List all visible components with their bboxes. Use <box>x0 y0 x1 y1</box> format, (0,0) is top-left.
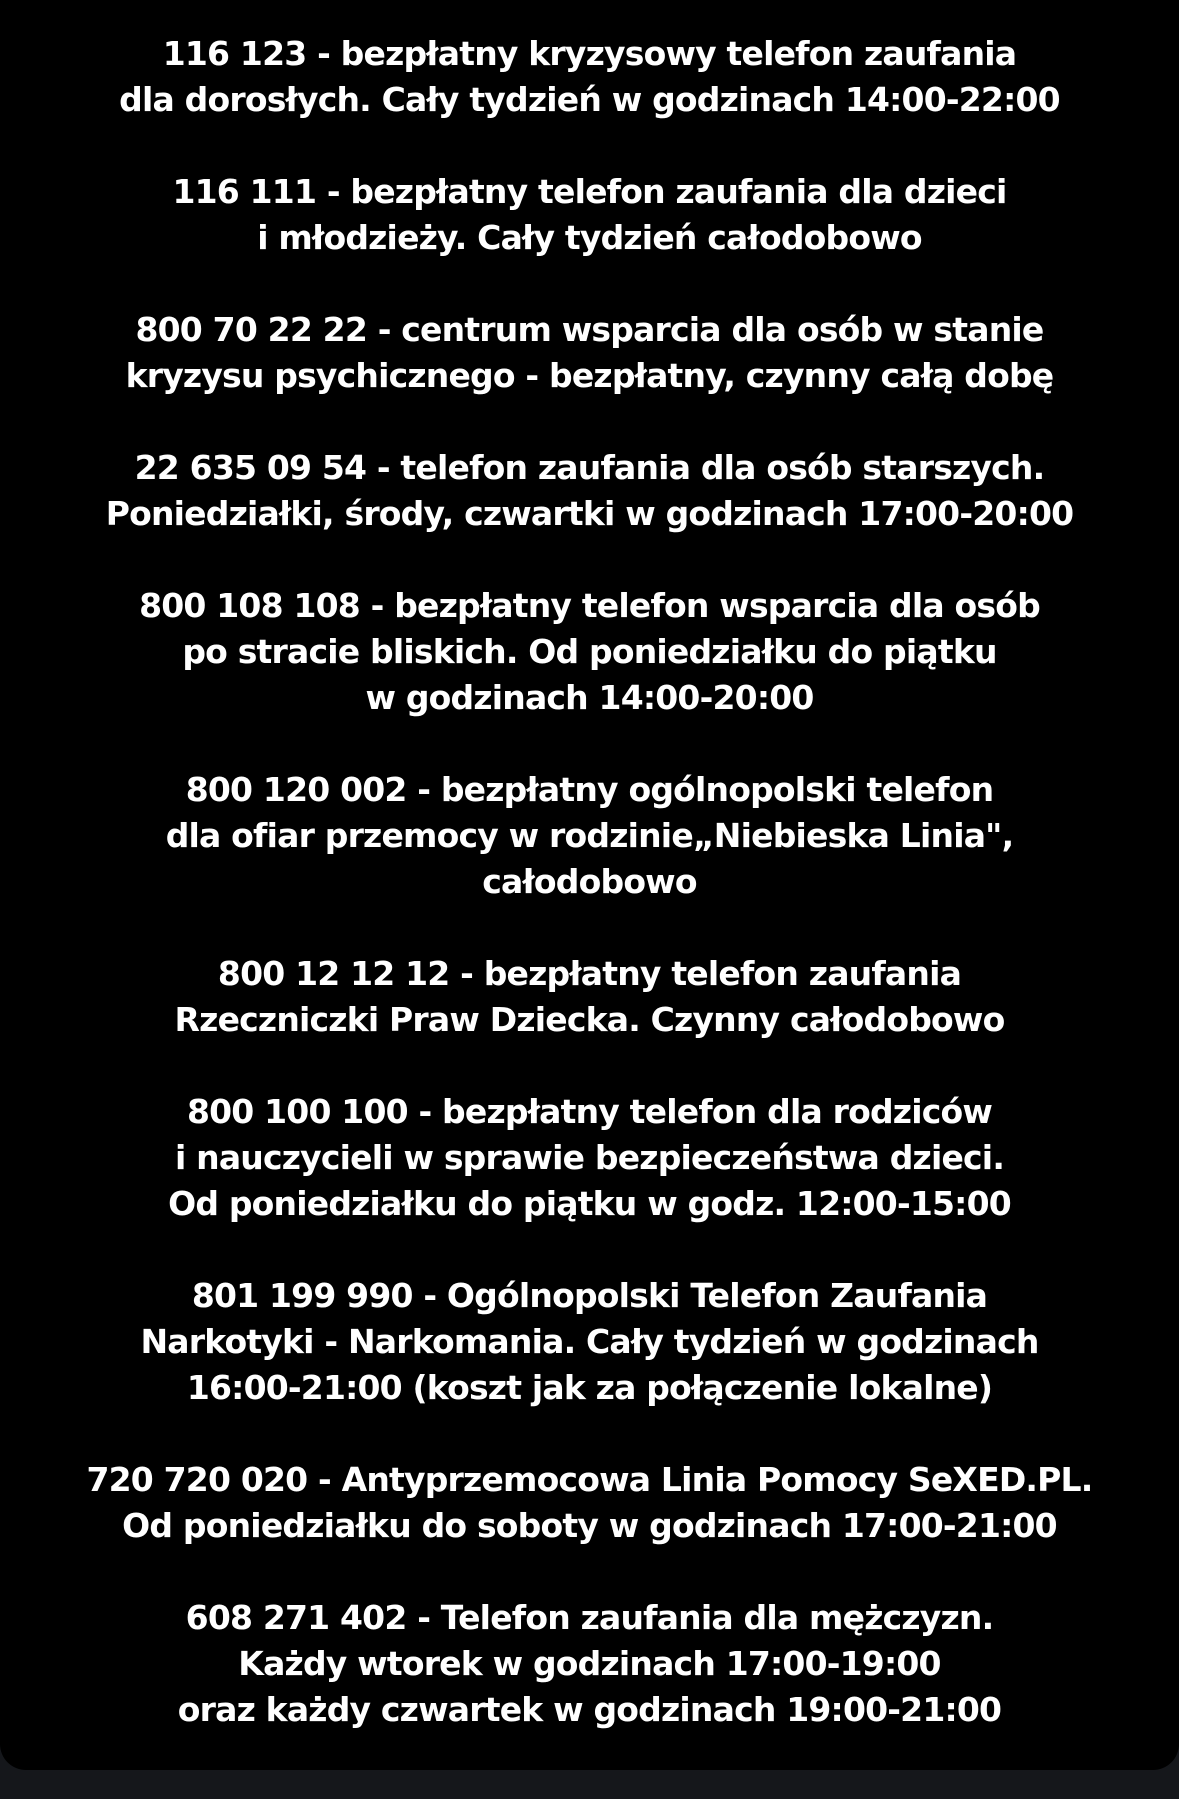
entry-text-line: 608 271 402 - Telefon zaufania dla mężczyzn. <box>185 1598 994 1637</box>
helpline-list <box>0 31 1179 1770</box>
helpline-entry-720720020 <box>0 1457 1179 1549</box>
entry-text-line: 16:00-21:00 (koszt jak za połączenie lokalne) <box>186 1368 993 1407</box>
entry-text-line: i nauczycieli w sprawie bezpieczeństwa dzieci. <box>174 1138 1005 1177</box>
entry-text-line: Od poniedziałku do soboty w godzinach 17:00-21:00 <box>122 1506 1057 1545</box>
helpline-entry-800100100 <box>0 1089 1179 1227</box>
entry-text-line: Rzeczniczki Praw Dziecka. Czynny całodobowo <box>174 1000 1005 1039</box>
entry-text-line: 801 199 990 - Ogólnopolski Telefon Zaufania <box>191 1276 988 1315</box>
helpline-entry-116111 <box>0 169 1179 261</box>
helpline-entry-608271402 <box>0 1595 1179 1733</box>
helpline-entry-801199990 <box>0 1273 1179 1411</box>
entry-text-line: dla ofiar przemocy w rodzinie„Niebieska Linia", <box>165 816 1014 855</box>
helpline-entry-800120002 <box>0 767 1179 905</box>
entry-text-line: kryzysu psychicznego - bezpłatny, czynny całą dobę <box>125 356 1054 395</box>
entry-text-line: 800 12 12 12 - bezpłatny telefon zaufania <box>217 954 962 993</box>
entry-text-line: Poniedziałki, środy, czwartki w godzinach 17:00-20:00 <box>105 494 1074 533</box>
entry-text-line: 22 635 09 54 - telefon zaufania dla osób starszych. <box>134 448 1045 487</box>
bottom-bar <box>0 1770 1179 1799</box>
entry-text-line: 800 100 100 - bezpłatny telefon dla rodziców <box>186 1092 993 1131</box>
entry-text-line: 116 111 - bezpłatny telefon zaufania dla dzieci <box>172 172 1007 211</box>
helpline-entry-800702222 <box>0 307 1179 399</box>
entry-text-line: 720 720 020 - Antyprzemocowa Linia Pomocy SeXED.PL. <box>86 1460 1093 1499</box>
entry-text-line: 800 70 22 22 - centrum wsparcia dla osób w stanie <box>135 310 1044 349</box>
entry-text-line: po stracie bliskich. Od poniedziałku do piątku <box>182 632 997 671</box>
entry-text-line: całodobowo <box>482 862 697 901</box>
helpline-entry-116123 <box>0 31 1179 123</box>
entry-text-line: Od poniedziałku do piątku w godz. 12:00-15:00 <box>168 1184 1011 1223</box>
entry-text-line: Narkotyki - Narkomania. Cały tydzień w godzinach <box>140 1322 1039 1361</box>
entry-text-line: i młodzieży. Cały tydzień całodobowo <box>257 218 922 257</box>
entry-text-line: 800 108 108 - bezpłatny telefon wsparcia dla osób <box>139 586 1040 625</box>
helpline-entry-226350954 <box>0 445 1179 537</box>
entry-text-line: 116 123 - bezpłatny kryzysowy telefon zaufania <box>162 34 1017 73</box>
entry-text-line: dla dorosłych. Cały tydzień w godzinach 14:00-22:00 <box>119 80 1060 119</box>
helpline-entry-800108108 <box>0 583 1179 721</box>
entry-text-line: 800 120 002 - bezpłatny ogólnopolski telefon <box>185 770 994 809</box>
entry-text-line: Każdy wtorek w godzinach 17:00-19:00 <box>238 1644 941 1683</box>
entry-text-line: w godzinach 14:00-20:00 <box>365 678 814 717</box>
helpline-entry-800121212 <box>0 951 1179 1043</box>
entry-text-line: oraz każdy czwartek w godzinach 19:00-21:00 <box>177 1690 1002 1729</box>
